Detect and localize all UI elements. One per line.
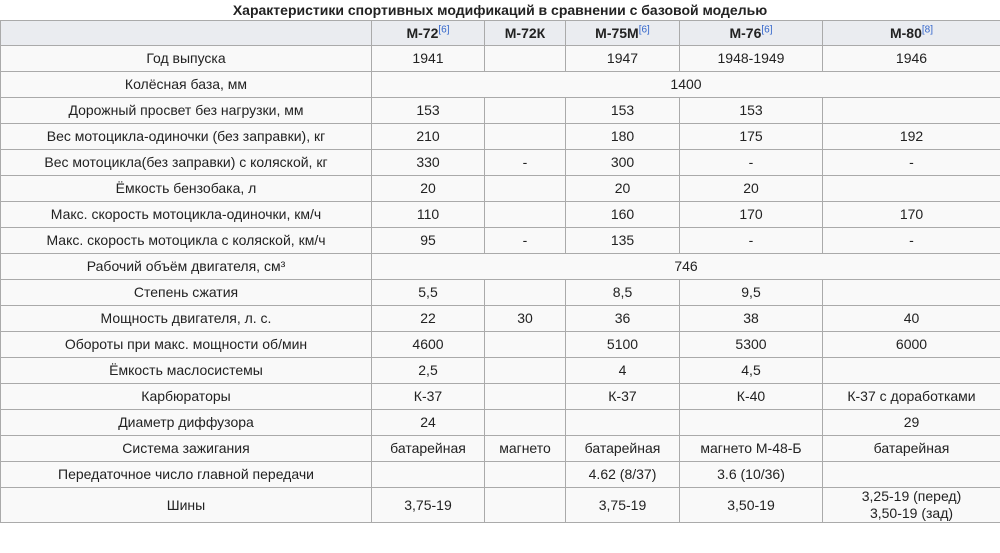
- table-row-tires: [1, 488, 1000, 523]
- table-cell: 160: [566, 202, 680, 228]
- table-cell-span: 1400: [372, 72, 1000, 98]
- table-cell: [823, 98, 1000, 124]
- table-row: [1, 72, 1000, 98]
- table-cell: [823, 176, 1000, 202]
- table-cell: [485, 176, 566, 202]
- table-row: [1, 306, 1000, 332]
- table-cell: 153: [680, 98, 823, 124]
- table-cell: [485, 280, 566, 306]
- table-row: [1, 124, 1000, 150]
- table-row: [1, 462, 1000, 488]
- table-caption: Характеристики спортивных модификаций в сравнении с базовой моделью: [232, 2, 768, 18]
- table-row: [1, 332, 1000, 358]
- header-m76-label: М-76: [729, 24, 762, 41]
- ref-link-m80[interactable]: [8]: [921, 23, 934, 35]
- table-cell: -: [823, 150, 1000, 176]
- table-cell: К-40: [680, 384, 823, 410]
- table-cell: 38: [680, 306, 823, 332]
- table-cell: 3,75-19: [372, 488, 485, 523]
- table-cell: 36: [566, 306, 680, 332]
- param-name: Колёсная база, мм: [1, 72, 372, 98]
- param-name: Макс. скорость мотоцикла-одиночки, км/ч: [1, 202, 372, 228]
- table-cell: [485, 46, 566, 72]
- table-cell: [823, 358, 1000, 384]
- table-cell: 170: [823, 202, 1000, 228]
- tire-rear-value: 3,50-19 (зад): [869, 505, 954, 521]
- table-cell: [485, 332, 566, 358]
- header-m72k-label: М-72К: [504, 24, 546, 41]
- table-cell: -: [680, 228, 823, 254]
- table-cell: 1947: [566, 46, 680, 72]
- table-cell: 330: [372, 150, 485, 176]
- table-cell: 3,50-19: [680, 488, 823, 523]
- table-row: [1, 358, 1000, 384]
- param-name: Вес мотоцикла(без заправки) с коляской, кг: [1, 150, 372, 176]
- table-cell: 30: [485, 306, 566, 332]
- table-row: [1, 410, 1000, 436]
- param-name: Год выпуска: [1, 46, 372, 72]
- table-cell: батарейная: [566, 436, 680, 462]
- table-row: [1, 46, 1000, 72]
- table-cell: 180: [566, 124, 680, 150]
- header-m72k: [485, 21, 566, 46]
- param-name: Дорожный просвет без нагрузки, мм: [1, 98, 372, 124]
- ref-link-m76[interactable]: [6]: [761, 23, 773, 35]
- param-name: Обороты при макс. мощности об/мин: [1, 332, 372, 358]
- table-cell: [485, 202, 566, 228]
- table-cell: 8,5: [566, 280, 680, 306]
- specs-table: [0, 20, 1000, 523]
- table-cell: 5,5: [372, 280, 485, 306]
- table-cell: 210: [372, 124, 485, 150]
- param-name: Карбюраторы: [1, 384, 372, 410]
- table-cell: 4600: [372, 332, 485, 358]
- table-cell: [823, 280, 1000, 306]
- param-name: Рабочий объём двигателя, см³: [1, 254, 372, 280]
- header-m72: [372, 21, 485, 46]
- table-cell: 192: [823, 124, 1000, 150]
- ref-link-m75m[interactable]: [6]: [638, 23, 650, 35]
- table-cell: 6000: [823, 332, 1000, 358]
- table-cell: [485, 124, 566, 150]
- table-cell: батарейная: [372, 436, 485, 462]
- table-cell: 5100: [566, 332, 680, 358]
- table-row: [1, 202, 1000, 228]
- table-cell: 4: [566, 358, 680, 384]
- param-name: Шины: [1, 488, 372, 523]
- table-cell: 29: [823, 410, 1000, 436]
- table-cell: магнето: [485, 436, 566, 462]
- table-cell: 2,5: [372, 358, 485, 384]
- table-cell: 9,5: [680, 280, 823, 306]
- param-name: Ёмкость бензобака, л: [1, 176, 372, 202]
- table-cell: 4.62 (8/37): [566, 462, 680, 488]
- table-cell: -: [823, 228, 1000, 254]
- table-cell: [485, 358, 566, 384]
- param-name: Макс. скорость мотоцикла с коляской, км/ч: [1, 228, 372, 254]
- table-cell: [485, 98, 566, 124]
- table-cell: [823, 462, 1000, 488]
- table-cell: 24: [372, 410, 485, 436]
- table-row: [1, 254, 1000, 280]
- table-cell: 110: [372, 202, 485, 228]
- table-row: [1, 384, 1000, 410]
- table-cell: [566, 410, 680, 436]
- table-cell: -: [485, 228, 566, 254]
- table-cell: 3,75-19: [566, 488, 680, 523]
- table-row: [1, 228, 1000, 254]
- table-cell: [680, 410, 823, 436]
- table-cell: 170: [680, 202, 823, 228]
- table-cell: 4,5: [680, 358, 823, 384]
- header-m80: [823, 21, 1000, 46]
- table-row: [1, 280, 1000, 306]
- table-cell: [485, 384, 566, 410]
- table-row: [1, 98, 1000, 124]
- table-cell: батарейная: [823, 436, 1000, 462]
- header-m80-label: М-80: [889, 24, 922, 41]
- table-cell: 5300: [680, 332, 823, 358]
- table-cell: 20: [372, 176, 485, 202]
- table-cell: -: [485, 150, 566, 176]
- table-cell: 1941: [372, 46, 485, 72]
- header-m75m: [566, 21, 680, 46]
- table-cell: 153: [372, 98, 485, 124]
- tire-front-value: 3,25-19 (перед): [861, 488, 962, 504]
- param-name: Вес мотоцикла-одиночки (без заправки), кг: [1, 124, 372, 150]
- table-cell: К-37 с доработками: [823, 384, 1000, 410]
- table-cell: [485, 462, 566, 488]
- table-cell: 1948-1949: [680, 46, 823, 72]
- table-row: [1, 436, 1000, 462]
- table-cell: 22: [372, 306, 485, 332]
- table-cell: 135: [566, 228, 680, 254]
- table-cell: [485, 410, 566, 436]
- table-cell-multiline: [823, 488, 1000, 523]
- header-row: [1, 21, 1000, 46]
- table-cell: 3.6 (10/36): [680, 462, 823, 488]
- header-m72-label: М-72: [406, 24, 439, 41]
- table-row: [1, 176, 1000, 202]
- param-name: Степень сжатия: [1, 280, 372, 306]
- table-cell: К-37: [372, 384, 485, 410]
- param-name: Диаметр диффузора: [1, 410, 372, 436]
- table-row: [1, 150, 1000, 176]
- table-cell: 1946: [823, 46, 1000, 72]
- param-name: Ёмкость маслосистемы: [1, 358, 372, 384]
- table-cell: -: [680, 150, 823, 176]
- table-cell: 95: [372, 228, 485, 254]
- table-cell-span: 746: [372, 254, 1000, 280]
- param-name: Передаточное число главной передачи: [1, 462, 372, 488]
- table-cell: 20: [680, 176, 823, 202]
- ref-link-m72[interactable]: [6]: [438, 23, 450, 35]
- table-cell: 153: [566, 98, 680, 124]
- param-name: Мощность двигателя, л. с.: [1, 306, 372, 332]
- table-cell: 175: [680, 124, 823, 150]
- table-cell: 40: [823, 306, 1000, 332]
- table-cell: 300: [566, 150, 680, 176]
- table-cell: 20: [566, 176, 680, 202]
- param-name: Система зажигания: [1, 436, 372, 462]
- table-cell: [485, 488, 566, 523]
- table-cell: магнето М-48-Б: [680, 436, 823, 462]
- header-parameter: [1, 21, 372, 46]
- header-m76: [680, 21, 823, 46]
- header-m75m-label: М-75М: [595, 24, 639, 41]
- table-cell: К-37: [566, 384, 680, 410]
- table-cell: [372, 462, 485, 488]
